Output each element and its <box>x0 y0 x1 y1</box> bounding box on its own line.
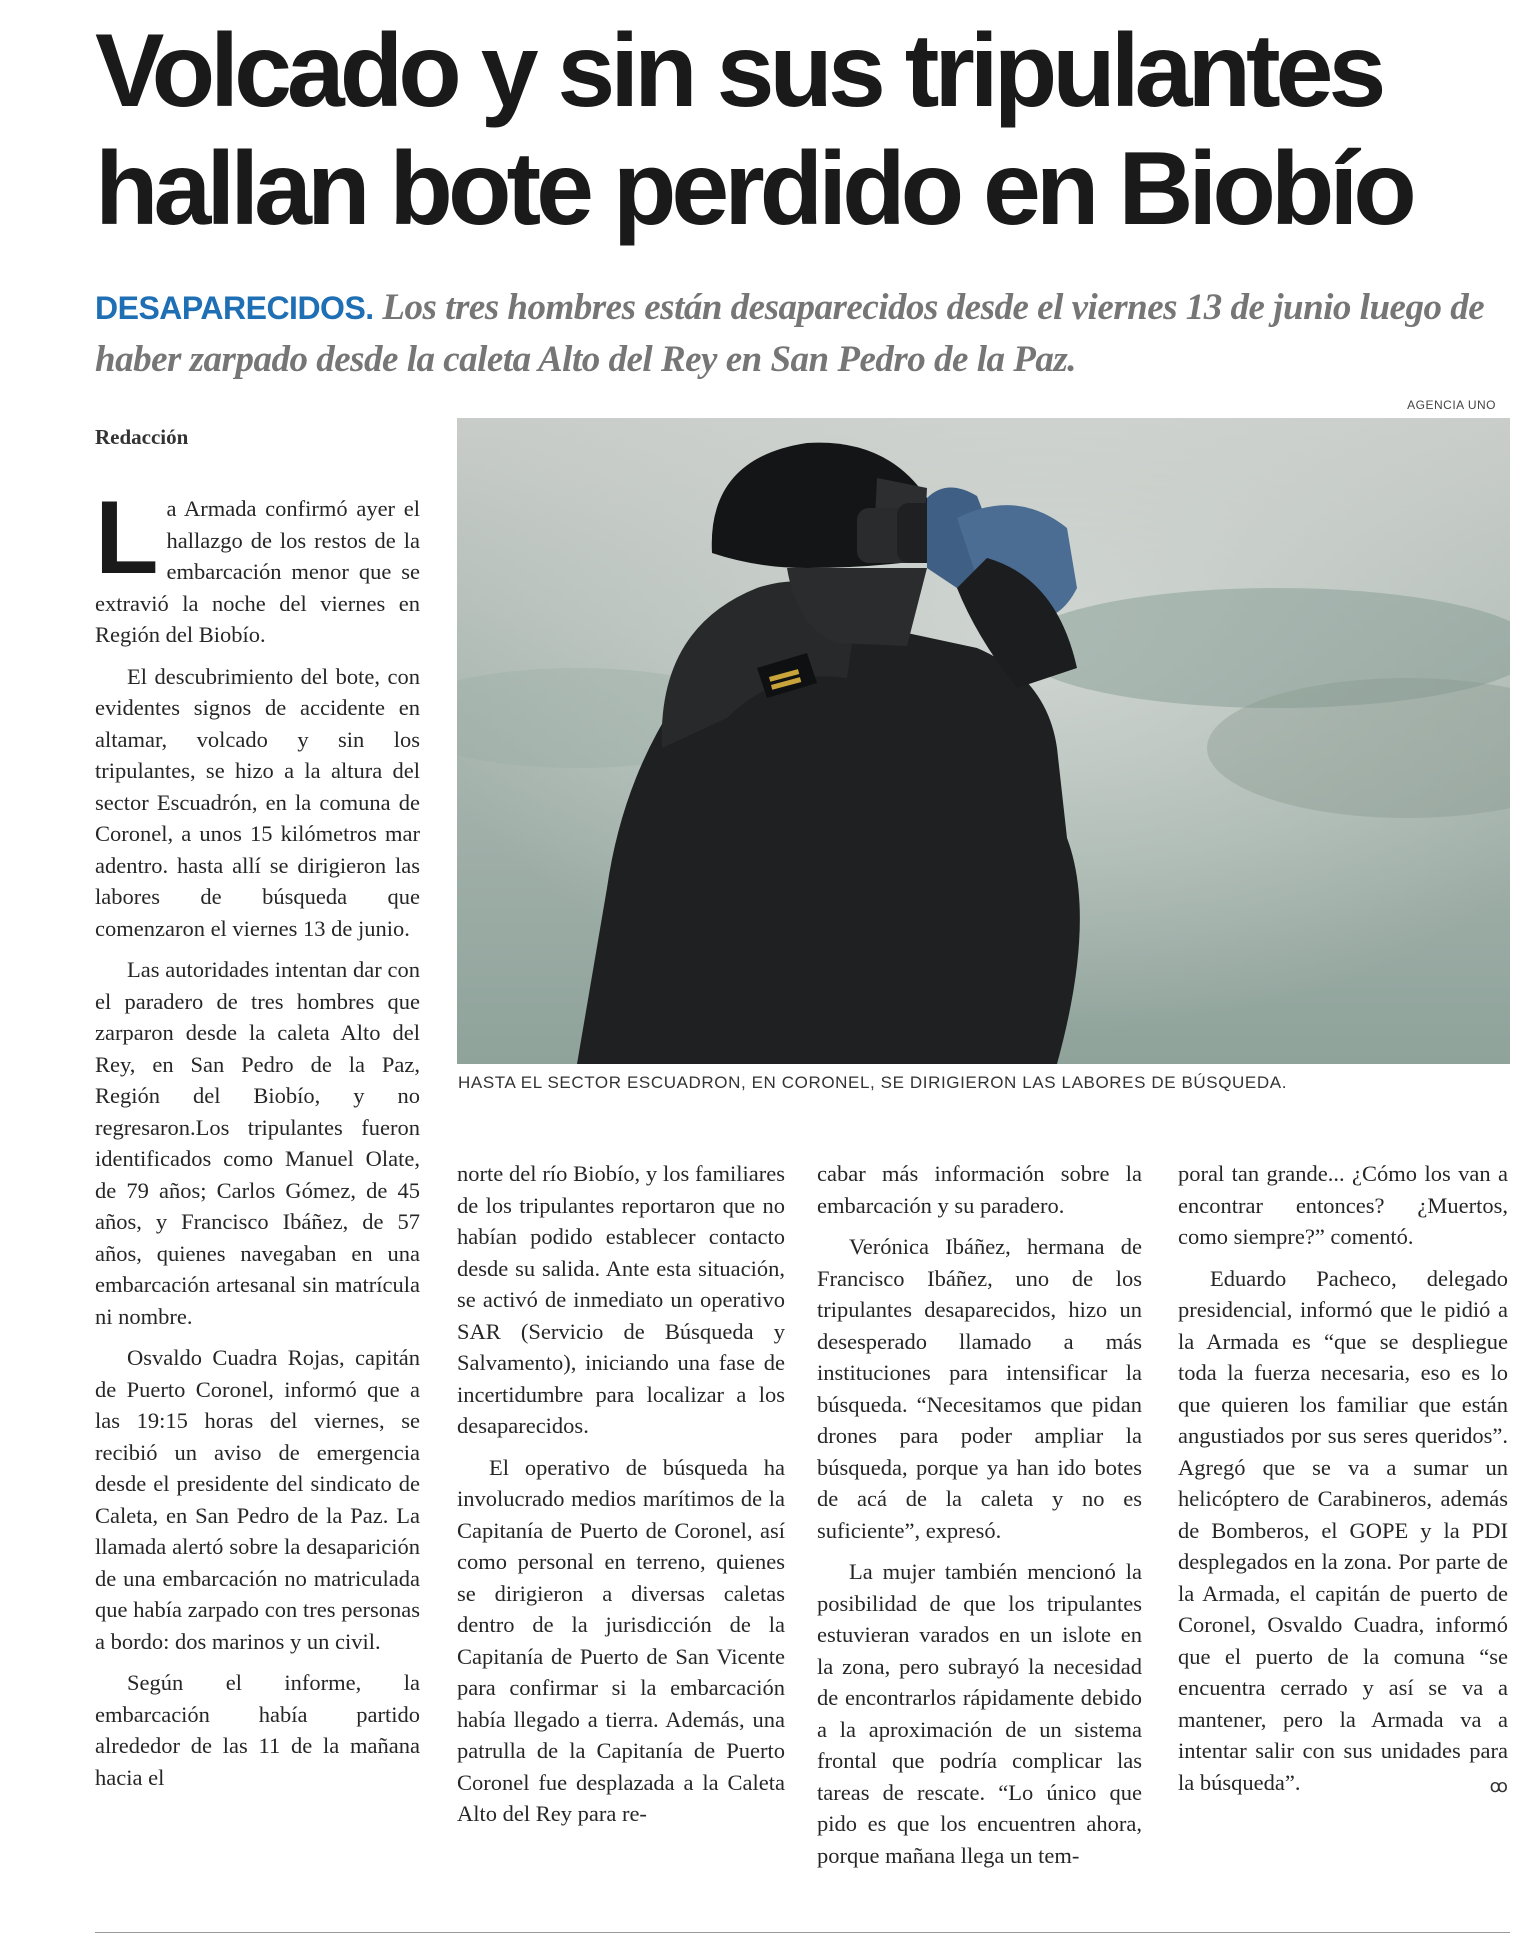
paragraph: cabar más información sobre la embarcación y su paradero. <box>817 1161 1142 1218</box>
deck <box>95 282 1505 386</box>
paragraph: La mujer también mencionó la posibilidad de que los tripulantes estuvieran varados en un islote en la zona, pero subrayó la necesidad de encontrarlos rápidamente debido a la aproximación de un sistema frontal que podría complicar las tareas de rescate. “Lo único que pido es que los encuentren ahora, porque mañana llega un tem- <box>817 1559 1142 1868</box>
paragraph: Verónica Ibáñez, hermana de Francisco Ibáñez, uno de los tripulantes desaparecidos, hizo un desesperado llamado a más instituciones para intensificar la búsqueda. “Necesitamos que pidan drones para poder ampliar la búsqueda, porque ya han ido botes de acá de la caleta y no es suficiente”, expresó. <box>817 1234 1142 1543</box>
bottom-rule <box>95 1932 1510 1933</box>
paragraph: Las autoridades intentan dar con el paradero de tres hombres que zarparon desde la caleta Alto del Rey, en San Pedro de la Paz, Región del Biobío, y no regresaron.Los tripulantes fueron identificados como Manuel Olate, de 79 años; Carlos Gómez, de 45 años, y Francisco Ibáñez, de 57 años, quienes navegaban en una embarcación artesanal sin matrícula ni nombre. <box>95 957 420 1329</box>
paragraph: La Armada confirmó ayer el hallazgo de los restos de la embarcación menor que se extravió la noche del viernes en Región del Biobío. <box>95 480 420 647</box>
article-column-2 <box>457 1158 785 1830</box>
paragraph: Osvaldo Cuadra Rojas, capitán de Puerto Coronel, informó que a las 19:15 horas del viernes, se recibió un aviso de emergencia desde el presidente del sindicato de Caleta, en San Pedro de la Paz. La llamada alertó sobre la desaparición de una embarcación no matriculada que había zarpado con tres personas a bordo: dos marinos y un civil. <box>95 1345 420 1654</box>
kicker: DESAPARECIDOS. <box>95 290 374 326</box>
end-mark-icon: ꝏ <box>1489 1775 1508 1797</box>
paragraph: El descubrimiento del bote, con evidentes signos de accidente en altamar, volcado y sin los tripulantes, se hizo a la altura del sector Escuadrón, en la comuna de Coronel, a unos 15 kilómetros mar adentro. hasta allí se dirigieron las labores de búsqueda que comenzaron el viernes 13 de junio. <box>95 663 420 941</box>
photo-illustration <box>457 418 1510 1064</box>
article-column-1 <box>95 480 420 1793</box>
byline: Redacción <box>95 425 189 449</box>
paragraph: Eduardo Pacheco, delegado presidencial, informó que le pidió a la Armada es “que se despliegue toda la fuerza necesaria, eso es lo que quieren los familiar que están angustiados por sus seres queridos”. Agregó que se va a sumar un helicóptero de Carabineros, además de Bomberos, el GOPE y la PDI desplegados en la zona. Por parte de la Armada, el capitán de puerto de Coronel, Osvaldo Cuadra, informó que el puerto de la comuna “se encuentra cerrado y así se va a mantener, pero la Armada va a intentar salir con sus unidades para la búsqueda”. ꝏ <box>1178 1263 1508 1799</box>
headline: Volcado y sin sus tripulantes hallan bote perdido en Biobío <box>95 13 1412 247</box>
photo-caption: HASTA EL SECTOR ESCUADRON, EN CORONEL, SE DIRIGIERON LAS LABORES DE BÚSQUEDA. <box>458 1073 1288 1092</box>
drop-cap: L <box>95 480 159 596</box>
deck-text: Los tres hombres están desaparecidos desde el viernes 13 de junio luego de haber zarpado desde la caleta Alto del Rey en San Pedro de la Paz. <box>95 287 1485 380</box>
article-column-3 <box>817 1158 1142 1871</box>
photo-credit: AGENCIA UNO <box>1407 398 1496 412</box>
paragraph: El operativo de búsqueda ha involucrado medios marítimos de la Capitanía de Puerto de Coronel, así como personal en terreno, quienes se dirigieron a diversas caletas dentro de la jurisdicción de la Capitanía de Puerto de San Vicente para confirmar si la embarcación había llegado a tierra. Además, una patrulla de la Capitanía de Puerto Coronel fue desplazada a la Caleta Alto del Rey para re- <box>457 1454 785 1826</box>
paragraph: poral tan grande... ¿Cómo los van a encontrar entonces? ¿Muertos, como siempre?” comentó. <box>1178 1161 1508 1249</box>
article-column-4 <box>1178 1158 1508 1802</box>
article-photo <box>457 418 1510 1064</box>
paragraph: Según el informe, la embarcación había partido alrededor de las 11 de la mañana hacia el <box>95 1670 420 1790</box>
paragraph: norte del río Biobío, y los familiares de los tripulantes reportaron que no habían podido establecer contacto desde su salida. Ante esta situación, se activó de inmediato un operativo SAR (Servicio de Búsqueda y Salvamento), iniciando una fase de incertidumbre para localizar a los desaparecidos. <box>457 1161 785 1438</box>
